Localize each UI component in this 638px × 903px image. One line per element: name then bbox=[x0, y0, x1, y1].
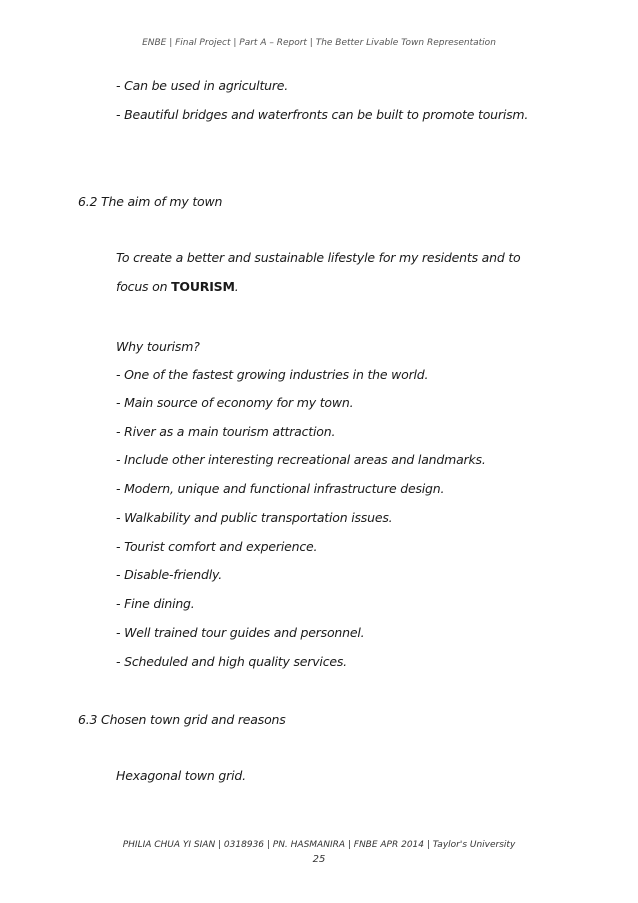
bullet-agriculture: - Can be used in agriculture. bbox=[116, 78, 289, 93]
page-number: 25 bbox=[312, 854, 326, 865]
reason-item: - Well trained tour guides and personnel. bbox=[116, 625, 365, 640]
reason-item: - Walkability and public transportation issues. bbox=[116, 510, 393, 525]
reason-item: - Modern, unique and functional infrastructure design. bbox=[116, 481, 445, 496]
reason-item: - One of the fastest growing industries in the world. bbox=[116, 367, 429, 382]
reason-item: - Include other interesting recreational areas and landmarks. bbox=[116, 452, 486, 467]
section-6-3-heading: 6.3 Chosen town grid and reasons bbox=[78, 712, 286, 727]
reason-item: - Tourist comfort and experience. bbox=[116, 539, 318, 554]
aim-line-2 bbox=[116, 279, 238, 294]
tourism-emphasis: TOURISM bbox=[171, 279, 235, 294]
page-footer: PHILIA CHUA YI SIAN | 0318936 | PN. HASMANIRA | FNBE APR 2014 | Taylor's University bbox=[122, 840, 516, 850]
aim-suffix: . bbox=[234, 279, 239, 294]
reason-item: - Fine dining. bbox=[116, 596, 195, 611]
page-header: ENBE | Final Project | Part A – Report | The Better Livable Town Representation bbox=[142, 38, 496, 48]
why-tourism-heading: Why tourism? bbox=[116, 339, 200, 354]
section-6-2-heading: 6.2 The aim of my town bbox=[78, 194, 223, 209]
aim-line-1: To create a better and sustainable lifestyle for my residents and to bbox=[116, 250, 521, 265]
reason-item: - Main source of economy for my town. bbox=[116, 395, 354, 410]
grid-choice-text: Hexagonal town grid. bbox=[116, 768, 246, 783]
reason-item: - Scheduled and high quality services. bbox=[116, 654, 347, 669]
bullet-bridges: - Beautiful bridges and waterfronts can be built to promote tourism. bbox=[116, 107, 529, 122]
aim-prefix: focus on bbox=[116, 279, 172, 294]
reason-item: - Disable-friendly. bbox=[116, 567, 222, 582]
reason-item: - River as a main tourism attraction. bbox=[116, 424, 336, 439]
